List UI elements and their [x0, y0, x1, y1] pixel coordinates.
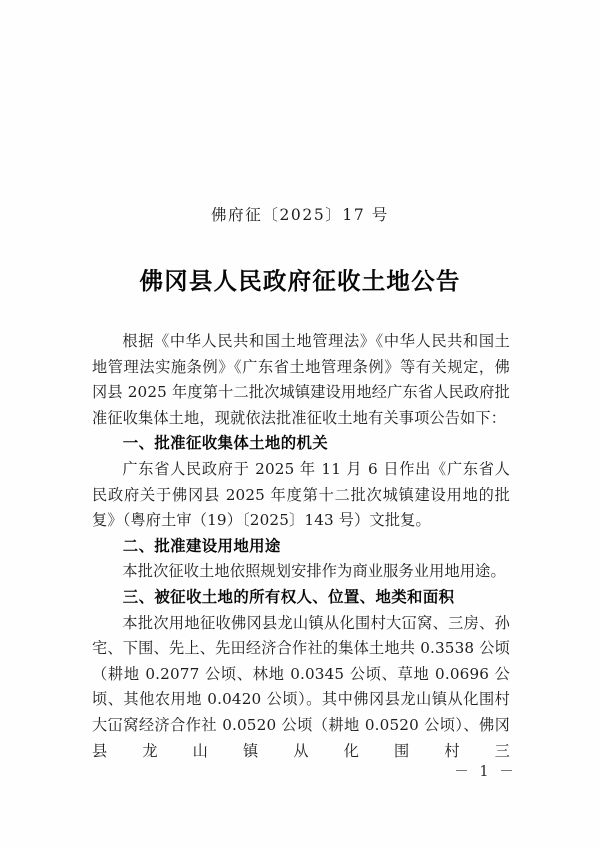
page-title: 佛冈县人民政府征收土地公告 — [139, 267, 461, 295]
section-heading-3: 三、被征收土地的所有权人、位置、地类和面积 — [122, 587, 455, 606]
section-heading-1: 一、批准征收集体土地的机关 — [122, 434, 329, 453]
document-body — [92, 329, 510, 764]
section-heading-2: 二、批准建设用地用途 — [122, 536, 281, 555]
body-paragraph-land-details: 本批次用地征收佛冈县龙山镇从化围村大冚窝、三房、孙宅、下围、先上、先田经济合作社的集体土地共 0.3538 公顷（耕地 0.2077 公顷、林地 0.0345 公顷、草地 0.0696 公顷、其他农用地 0.0420 公顷）。其中佛冈县龙山镇从化围村大冚窝经济合作社 0.0520 公顷（耕地 0.0520 公顷）、佛冈县龙山镇从化围村三 — [92, 613, 510, 760]
body-paragraph-intro: 根据《中华人民共和国土地管理法》《中华人民共和国土地管理法实施条例》《广东省土地管理条例》等有关规定，佛冈县 2025 年度第十二批次城镇建设用地经广东省人民政府批准征收集体土地，现就依法批准征收土地有关事项公告如下： — [92, 332, 510, 427]
body-paragraph-land-use: 本批次征收土地依照规划安排作为商业服务业用地用途。 — [122, 562, 506, 581]
page-footer — [0, 760, 600, 781]
body-paragraph-approval-authority: 广东省人民政府于 2025 年 11 月 6 日作出《广东省人民政府关于佛冈县 2025 年度第十二批次城镇建设用地的批复》（粤府土审（19）〔2025〕143 号）文批复。 — [92, 459, 510, 530]
page-number: － 1 － — [454, 764, 517, 780]
document-number: 佛府征〔2025〕17 号 — [211, 206, 389, 224]
